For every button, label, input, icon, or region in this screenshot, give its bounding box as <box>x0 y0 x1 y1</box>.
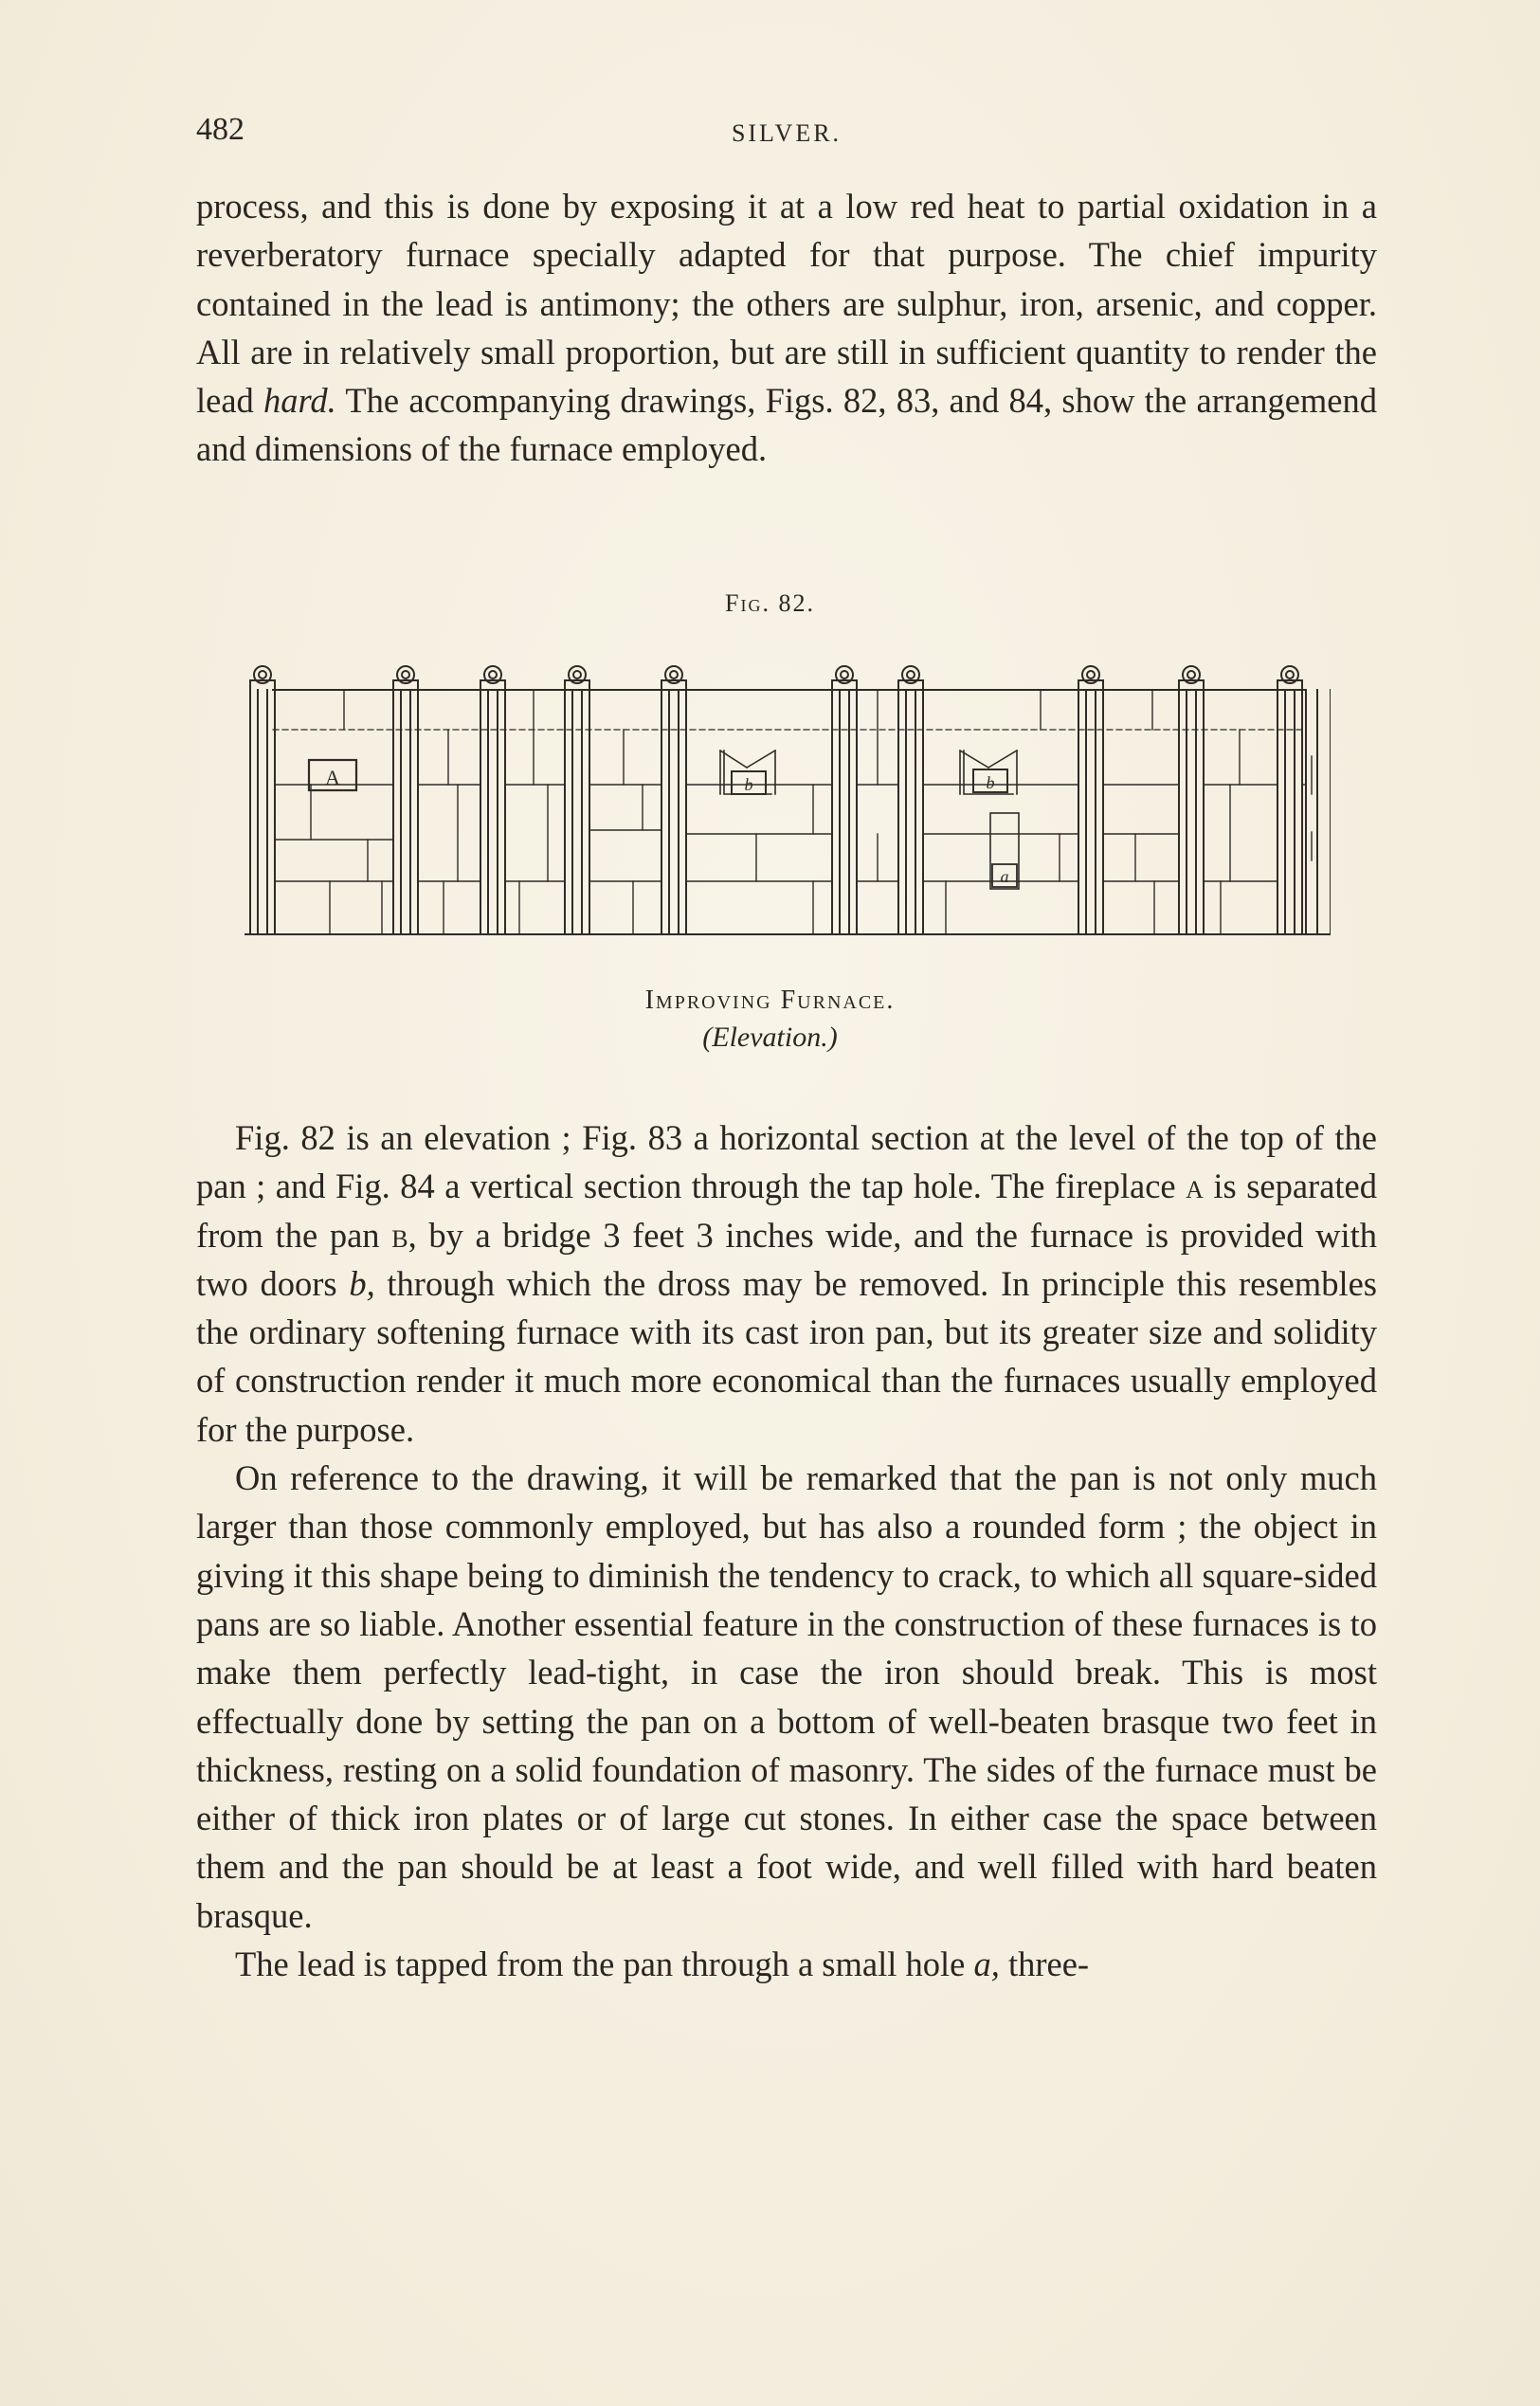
label-hole-a: a, <box>973 1945 1000 1984</box>
paragraph-reference: On reference to the drawing, it will be remarked that the pan is not only much larger than those commonly employed, but has also a rounded form ; the object in giving it this shape being to diminish the tendency to crack, to which all square-sided pans are so liable. Another essential feature in the construction of these furnaces is to make them perfectly lead-tight, in case the iron should break. This is most effectually done by setting the pan on a bottom of well-beaten brasque two feet in thickness, resting on a solid foundation of masonry. The sides of the furnace must be either of thick iron plates or of large cut stones. In either case the space between them and the pan should be at least a foot wide, and well filled with hard beaten brasque. <box>196 1458 1377 1935</box>
text-block-bottom <box>196 1113 1377 1988</box>
running-head <box>196 112 1377 159</box>
paragraph-tapping: The lead is tapped from the pan through a small hole a, three- <box>235 1945 1090 1984</box>
running-title: SILVER. <box>731 119 842 147</box>
label-doors-b: b, <box>349 1263 375 1303</box>
figure-caption-subtitle: (Elevation.) <box>702 1022 838 1053</box>
label-pan-B: b <box>391 1215 408 1255</box>
label-fireplace-A: a <box>1186 1167 1204 1206</box>
figure-caption-title: Improving Furnace. <box>644 986 896 1015</box>
paragraph-process: process, and this is done by exposing it at a low red heat to partial oxidation in a reverberatory furnace specially adapted for that purpose. The chief impurity contained in the lead is antimony; the others are sulphur, iron, arsenic, and copper. All are in relatively small proportion, but are still in sufficient quantity to render the lead hard. The accompanying drawings, Figs. 82, 83, and 84, show the arrangemend and dimensions of the furnace employed. <box>196 187 1377 469</box>
label-b-right: b <box>986 773 995 792</box>
label-b-left: b <box>744 775 753 794</box>
furnace-elevation-drawing <box>245 661 1331 940</box>
page-number: 482 <box>196 112 245 147</box>
label-A: A <box>325 766 340 789</box>
label-a: a <box>1000 867 1009 886</box>
text-block-top <box>196 182 1377 474</box>
italic-hard: hard. <box>263 381 336 421</box>
figure-label: Fig. 82. <box>725 589 815 617</box>
paragraph-fig82: Fig. 82 is an elevation ; Fig. 83 a horizontal section at the level of the top of the pan ; and Fig. 84 a vertical section through the tap hole. The fireplace a is separated from the pan b, by a bridge 3 feet 3 inches wide, and the furnace is provided with two doors b, through which the dross may be removed. In principle this resembles the ordinary softening furnace with its cast iron pan, but its greater size and solidity of construction render it much more economical than the furnaces usually employed for the purpose. <box>196 1118 1377 1449</box>
